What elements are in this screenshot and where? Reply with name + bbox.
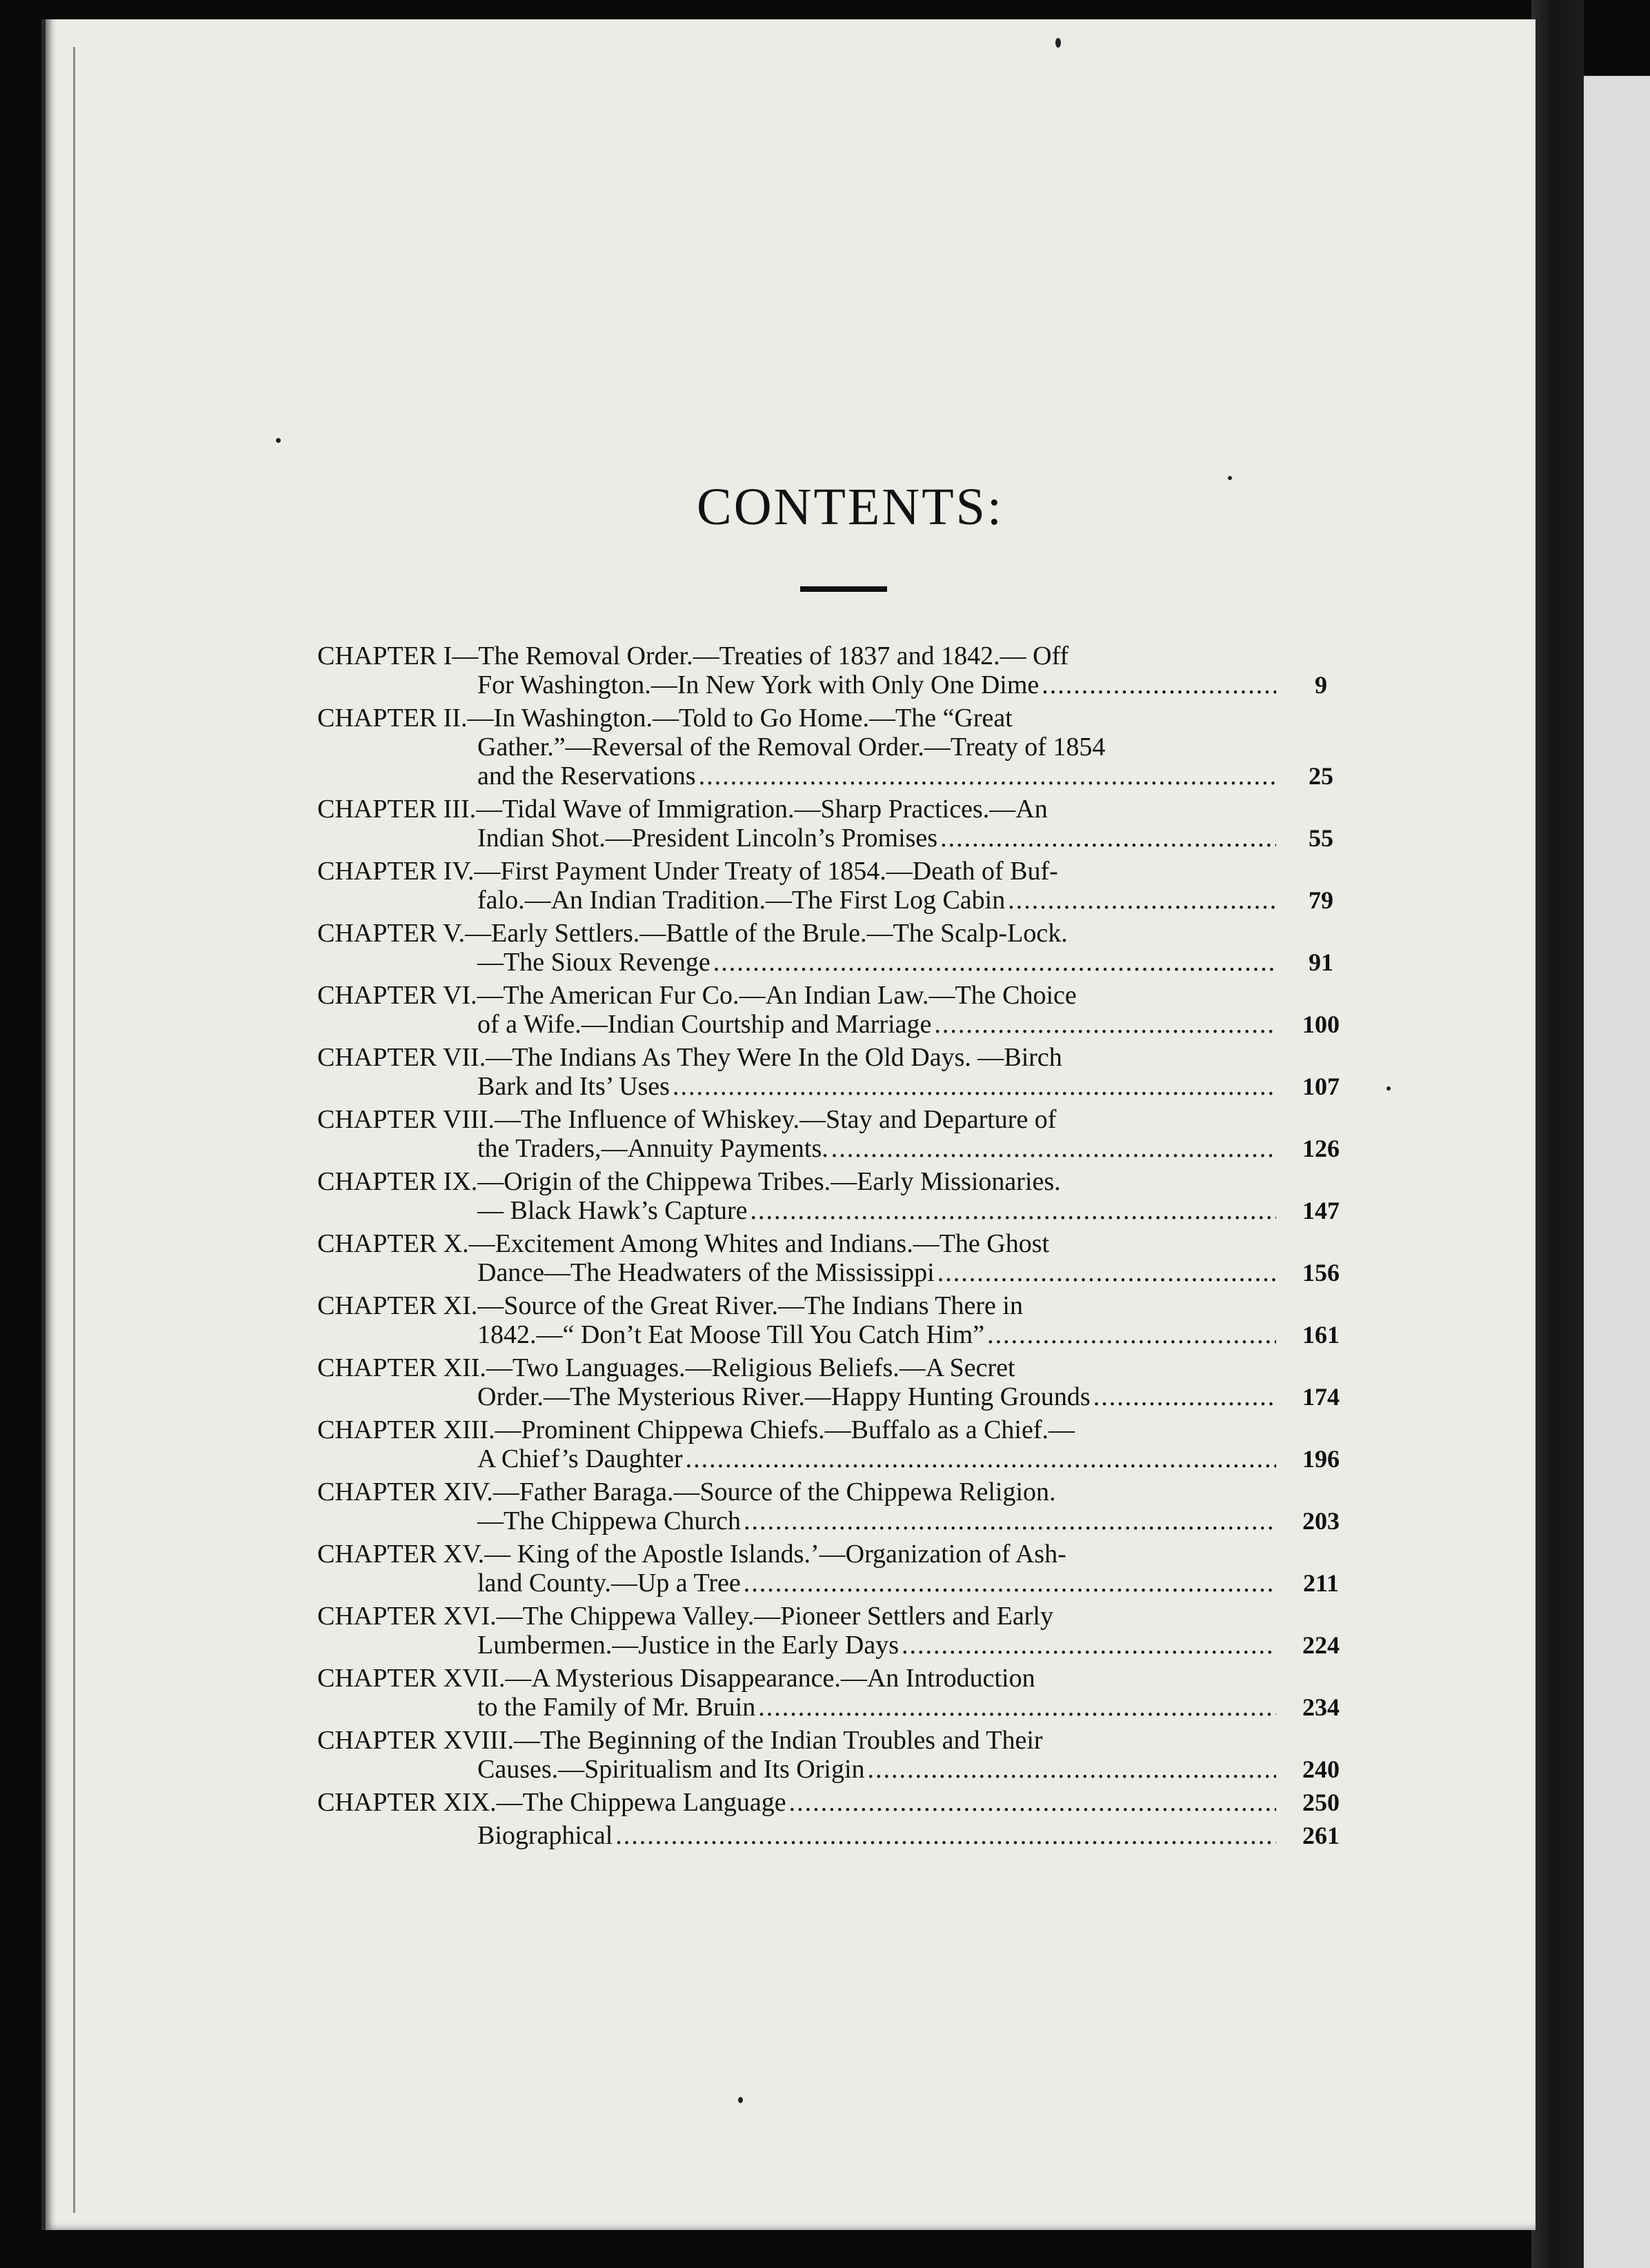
toc-entry-text: CHAPTER XII.—Two Languages.—Religious Beliefs.—A Secret (317, 1353, 1015, 1382)
toc-entry-title-line (317, 1043, 1276, 1072)
toc-entry-title-line (317, 1353, 1276, 1382)
toc-entry-continuation-line (317, 733, 1276, 762)
dot-leader (758, 1693, 1276, 1722)
toc-page-number: 211 (1302, 1569, 1339, 1597)
toc-entry-title-line (317, 1664, 1276, 1693)
toc-page-number: 250 (1302, 1789, 1340, 1816)
toc-entry (317, 704, 1352, 790)
toc-entry (317, 1415, 1352, 1473)
toc-entry (317, 1229, 1352, 1287)
toc-entry-text: falo.—An Indian Tradition.—The First Log Cabin (477, 886, 1006, 915)
toc-entry (317, 795, 1352, 853)
toc-entry-text: Bark and Its’ Uses (477, 1072, 670, 1101)
toc-entry-title-line (317, 1229, 1276, 1258)
toc-page-number: 107 (1302, 1073, 1340, 1100)
toc-entry (317, 1726, 1352, 1784)
dot-leader (937, 1258, 1276, 1287)
toc-entry-text: CHAPTER VIII.—The Influence of Whiskey.—Stay and Departure of (317, 1105, 1057, 1134)
dot-leader (699, 762, 1276, 790)
dot-leader (1008, 886, 1276, 915)
dot-leader (1093, 1382, 1276, 1411)
dot-leader (713, 948, 1276, 977)
toc-entry-text: CHAPTER XIV.—Father Baraga.—Source of the Chippewa Religion. (317, 1478, 1056, 1506)
toc-entry-title-line (317, 1821, 1276, 1850)
toc-entry-continuation-line (317, 1196, 1276, 1225)
toc-entry (317, 1540, 1352, 1598)
toc-page-number: 203 (1302, 1507, 1340, 1535)
toc-entry-continuation-line (317, 1134, 1276, 1163)
toc-entry-text: CHAPTER I—The Removal Order.—Treaties of 1837 and 1842.— Off (317, 641, 1069, 670)
toc-entry-title-line (317, 1291, 1276, 1320)
toc-entry-text: —The Sioux Revenge (477, 948, 710, 977)
toc-entry (317, 1821, 1352, 1850)
toc-page-number: 91 (1309, 948, 1333, 976)
toc-entry-text: CHAPTER II.—In Washington.—Told to Go Home.—The “Great (317, 704, 1013, 733)
dot-leader (987, 1320, 1276, 1349)
toc-entry (317, 1291, 1352, 1349)
toc-entry-continuation-line (317, 1569, 1276, 1598)
toc-page-number: 156 (1302, 1259, 1340, 1286)
toc-entry-text: Causes.—Spiritualism and Its Origin (477, 1755, 865, 1784)
toc-entry-title-line (317, 1726, 1276, 1755)
toc-entry (317, 1664, 1352, 1722)
toc-entry-continuation-line (317, 886, 1276, 915)
dot-leader (789, 1788, 1276, 1817)
toc-entry-text: — Black Hawk’s Capture (477, 1196, 748, 1225)
toc-entry-text: CHAPTER XV.— King of the Apostle Islands.’—Organization of Ash- (317, 1540, 1066, 1569)
toc-entry-title-line (317, 1415, 1276, 1444)
dot-leader (934, 1010, 1276, 1039)
toc-entry-title-line (317, 857, 1276, 886)
toc-entry-continuation-line (317, 1755, 1276, 1784)
toc-entry-text: CHAPTER VII.—The Indians As They Were In the Old Days. —Birch (317, 1043, 1062, 1072)
toc-entry-continuation-line (317, 1506, 1276, 1535)
toc-entry-title-line (317, 1105, 1276, 1134)
toc-page-number: 240 (1302, 1755, 1340, 1783)
toc-entry-text: For Washington.—In New York with Only One Dime (477, 670, 1040, 699)
dot-leader (1042, 670, 1276, 699)
toc-entry-text: Biographical (477, 1821, 613, 1850)
table-of-contents (317, 641, 1352, 1854)
toc-entry (317, 1478, 1352, 1535)
toc-entry-continuation-line (317, 670, 1276, 699)
toc-entry-title-line (317, 1788, 1276, 1817)
toc-entry (317, 981, 1352, 1039)
print-speck (1228, 476, 1232, 480)
toc-entry-continuation-line (317, 1010, 1276, 1039)
toc-entry-text: —The Chippewa Church (477, 1506, 742, 1535)
toc-entry-text: CHAPTER XVI.—The Chippewa Valley.—Pioneer Settlers and Early (317, 1602, 1053, 1631)
toc-entry (317, 1602, 1352, 1660)
toc-entry-text: Order.—The Mysterious River.—Happy Hunting Grounds (477, 1382, 1091, 1411)
print-speck (276, 438, 281, 443)
toc-page-number: 55 (1309, 824, 1333, 852)
dot-leader (744, 1569, 1276, 1598)
toc-entry-text: land County.—Up a Tree (477, 1569, 741, 1598)
toc-entry-title-line (317, 641, 1276, 670)
toc-entry-text: and the Reservations (477, 762, 696, 790)
dot-leader (902, 1631, 1276, 1660)
toc-entry-title-line (317, 1478, 1276, 1506)
toc-entry-text: of a Wife.—Indian Courtship and Marriage (477, 1010, 932, 1039)
toc-entry-text: 1842.—“ Don’t Eat Moose Till You Catch Him” (477, 1320, 985, 1349)
dot-leader (615, 1821, 1276, 1850)
toc-entry-title-line (317, 919, 1276, 948)
toc-entry-continuation-line (317, 1258, 1276, 1287)
dot-leader (940, 824, 1276, 853)
toc-entry (317, 1043, 1352, 1101)
dot-leader (686, 1444, 1276, 1473)
toc-entry-continuation-line (317, 1320, 1276, 1349)
toc-entry-title-line (317, 704, 1276, 733)
toc-entry (317, 641, 1352, 699)
heading-rule (800, 586, 887, 592)
print-speck (1055, 38, 1061, 48)
toc-entry-continuation-line (317, 1693, 1276, 1722)
toc-entry (317, 1167, 1352, 1225)
toc-page-number: 196 (1302, 1445, 1340, 1473)
toc-page-number: 79 (1309, 886, 1333, 914)
toc-entry-continuation-line (317, 1444, 1276, 1473)
toc-entry-text: CHAPTER V.—Early Settlers.—Battle of the Brule.—The Scalp-Lock. (317, 919, 1068, 948)
toc-entry-text: CHAPTER VI.—The American Fur Co.—An Indian Law.—The Choice (317, 981, 1077, 1010)
toc-page-number: 161 (1302, 1321, 1340, 1349)
toc-page-number: 261 (1302, 1822, 1340, 1849)
dot-leader (868, 1755, 1276, 1784)
toc-entry (317, 1105, 1352, 1163)
toc-entry-text: CHAPTER IV.—First Payment Under Treaty of 1854.—Death of Buf- (317, 857, 1058, 886)
toc-entry-text: Dance—The Headwaters of the Mississippi (477, 1258, 935, 1287)
toc-page-number: 174 (1302, 1383, 1340, 1411)
toc-entry-text: the Traders,—Annuity Payments. (477, 1134, 828, 1163)
toc-entry-title-line (317, 1167, 1276, 1196)
toc-page-number: 25 (1309, 762, 1333, 790)
toc-entry-title-line (317, 981, 1276, 1010)
toc-entry-text: CHAPTER X.—Excitement Among Whites and Indians.—The Ghost (317, 1229, 1050, 1258)
toc-entry-continuation-line (317, 1382, 1276, 1411)
toc-entry (317, 1353, 1352, 1411)
toc-entry (317, 1788, 1352, 1817)
toc-entry-title-line (317, 795, 1276, 824)
toc-entry-text: Lumbermen.—Justice in the Early Days (477, 1631, 899, 1660)
toc-page-number: 126 (1302, 1135, 1340, 1162)
toc-entry-text: CHAPTER XVIII.—The Beginning of the Indian Troubles and Their (317, 1726, 1043, 1755)
toc-page-number: 100 (1302, 1011, 1340, 1038)
dot-leader (751, 1196, 1276, 1225)
toc-entry-continuation-line (317, 948, 1276, 977)
print-speck (738, 2097, 743, 2103)
toc-entry-text: Indian Shot.—President Lincoln’s Promises (477, 824, 938, 853)
toc-entry-text: CHAPTER XIX.—The Chippewa Language (317, 1788, 786, 1817)
toc-entry (317, 857, 1352, 915)
toc-entry-continuation-line (317, 1631, 1276, 1660)
print-speck (1386, 1086, 1391, 1091)
toc-entry-continuation-line (317, 1072, 1276, 1101)
toc-entry-text: CHAPTER XIII.—Prominent Chippewa Chiefs.—Buffalo as a Chief.— (317, 1415, 1075, 1444)
toc-page-number: 234 (1302, 1693, 1340, 1721)
dot-leader (744, 1506, 1276, 1535)
contents-heading: CONTENTS: (697, 478, 1004, 536)
toc-entry-text: A Chief’s Daughter (477, 1444, 683, 1473)
dot-leader (831, 1134, 1276, 1163)
toc-entry (317, 919, 1352, 977)
toc-entry-text: CHAPTER III.—Tidal Wave of Immigration.—Sharp Practices.—An (317, 795, 1048, 824)
toc-entry-continuation-line (317, 762, 1276, 790)
toc-page-number: 224 (1302, 1631, 1340, 1659)
dot-leader (673, 1072, 1276, 1101)
toc-page-number: 9 (1315, 671, 1327, 699)
toc-entry-text: CHAPTER IX.—Origin of the Chippewa Tribes.—Early Missionaries. (317, 1167, 1061, 1196)
toc-entry-text: CHAPTER XI.—Source of the Great River.—The Indians There in (317, 1291, 1023, 1320)
toc-entry-text: CHAPTER XVII.—A Mysterious Disappearance.—An Introduction (317, 1664, 1035, 1693)
toc-entry-text: Gather.”—Reversal of the Removal Order.—Treaty of 1854 (477, 733, 1106, 762)
toc-page-number: 147 (1302, 1197, 1340, 1224)
toc-entry-title-line (317, 1602, 1276, 1631)
toc-entry-title-line (317, 1540, 1276, 1569)
toc-entry-text: to the Family of Mr. Bruin (477, 1693, 756, 1722)
toc-entry-continuation-line (317, 824, 1276, 853)
